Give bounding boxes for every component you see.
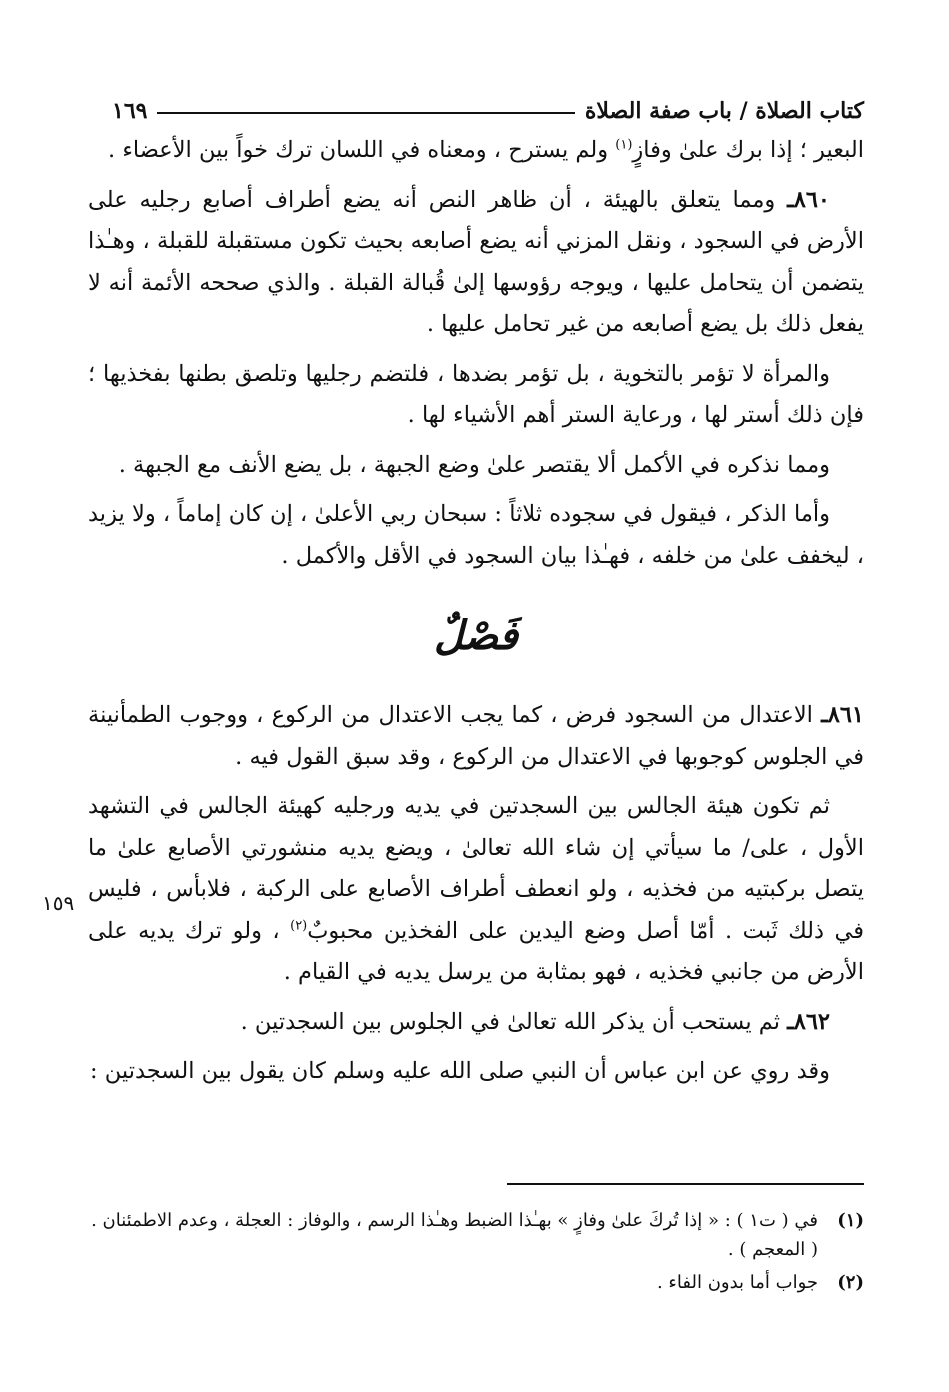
paragraph: ٨٦٠ـ ومما يتعلق بالهيئة ، أن ظاهر النص أنه يضع أطراف أصابع رجليه على الأرض في السجود ، ونقل المزني أنه يضع أصابعه بحيث تكون مستقبلة للقبلة ، وهـٰذا يتضمن أن يتحامل عليها ، ويوجه رؤوسها إلىٰ قُبالة القبلة . والذي صححه الأئمة أنه لا يفعل ذلك بل يضع أصابعه من غير تحامل عليها .: [88, 186, 864, 337]
running-title: كتاب الصلاة / باب صفة الصلاة: [584, 98, 864, 124]
paragraph-number: ٨٦١ـ: [821, 702, 864, 728]
page-number: ١٦٩: [112, 98, 148, 124]
footnote-marker: (٢): [837, 1272, 864, 1293]
paragraph: ٨٦٢ـ ثم يستحب أن يذكر الله تعالىٰ في الجلوس بين السجدتين .: [240, 1008, 830, 1035]
page-header: [112, 84, 864, 124]
margin-page-number: ١٥٩: [42, 891, 75, 915]
paragraph: ٨٦١ـ الاعتدال من السجود فرض ، كما يجب الاعتدال من الركوع ، ووجوب الطمأنينة في الجلوس كوجوبها في الاعتدال من الركوع ، وقد سبق القول فيه .: [88, 702, 864, 770]
main-text: [88, 130, 864, 1093]
footnote-text: جواب أما بدون الفاء .: [656, 1272, 818, 1293]
footnote: [88, 1206, 864, 1264]
footnote: [88, 1268, 864, 1297]
paragraph-number: ٨٦٠ـ: [787, 186, 830, 213]
header-rule: [157, 112, 574, 114]
paragraph: البعير ؛ إذا برك علىٰ وفازٍ$^{(١)}$ ولم يسترح ، ومعناه في اللسان ترك خواً بين الأعضاء .: [108, 137, 864, 163]
footnotes: [88, 1206, 864, 1301]
section-heading: [88, 577, 864, 695]
footnote-marker: (١): [837, 1210, 864, 1231]
footnote-ref: (٢): [290, 918, 308, 933]
paragraph: ثم تكون هيئة الجالس بين السجدتين في يديه ورجليه كهيئة الجالس في التشهد الأول ، على/ ما سيأتي إن شاء الله تعالىٰ ، ويضع يديه منشورتي الأصابع علىٰ ما يتصل بركبتيه من فخذيه ، ولو انعطف أطراف الأصابع على الركبة ، فلابأس ، فليس في ذلك ثَبت . أمّا أصل وضع اليدين على الفخذين محبوبٌ$^{(٢)}$ ، ولو ترك يديه على الأرض من جانبي فخذيه ، فهو بمثابة من يرسل يديه في القيام .: [88, 793, 864, 985]
footnote-divider: [507, 1183, 864, 1185]
footnote-ref: (١): [615, 137, 633, 153]
paragraph: ومما نذكره في الأكمل ألا يقتصر علىٰ وضع الجبهة ، بل يضع الأنف مع الجبهة .: [118, 451, 830, 478]
paragraph: والمرأة لا تؤمر بالتخوية ، بل تؤمر بضدها ، فلتضم رجليها وتلصق بطنها بفخذيها ؛ فإن ذلك أستر لها ، ورعاية الستر أهم الأشياء لها .: [88, 360, 864, 428]
paragraph: وأما الذكر ، فيقول في سجوده ثلاثاً : سبحان ربي الأعلىٰ ، إن كان إماماً ، ولا يزيد ، ليخفف علىٰ من خلفه ، فهـٰذا بيان السجود في الأقل والأكمل .: [88, 501, 864, 569]
footnote-text: في ( ت١ ) : « إذا تُركَ علىٰ وفازٍ » بهـٰذا الضبط وهـٰذا الرسم ، والوفاز : العجلة ، وعدم الاطمئنان . ( المعجم ) .: [91, 1210, 818, 1260]
paragraph-number: ٨٦٢ـ: [787, 1008, 830, 1035]
paragraph: وقد روي عن ابن عباس أن النبي صلى الله عليه وسلم كان يقول بين السجدتين :: [90, 1058, 830, 1084]
section-title: فَصْلٌ: [433, 612, 519, 660]
